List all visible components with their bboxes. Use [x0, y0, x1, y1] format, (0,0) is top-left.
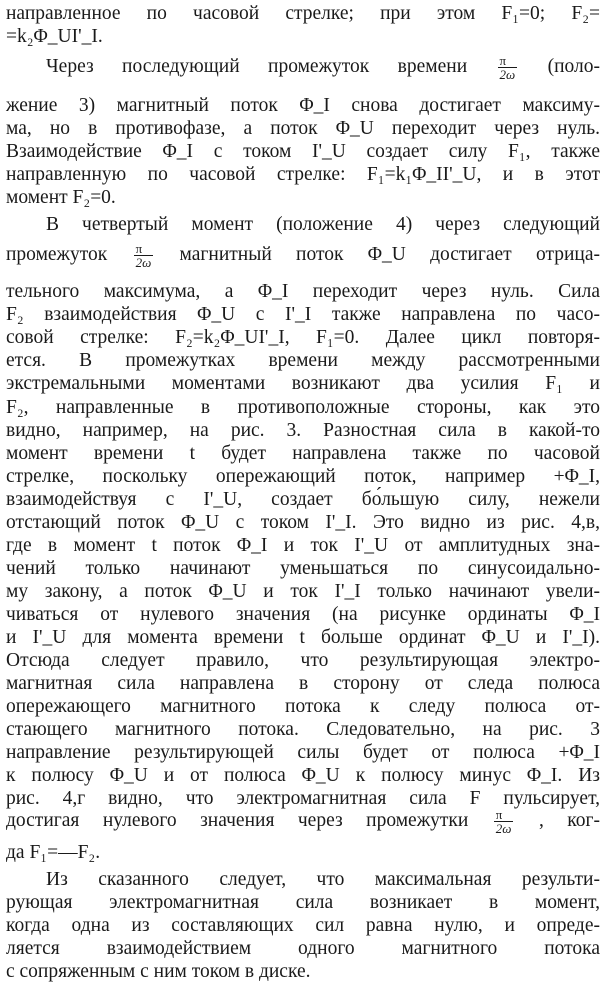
fraction-denominator: 2ω [495, 821, 512, 836]
text-segment: Через последующий промежуток времени [46, 55, 468, 77]
text-line: рующая электромагнитная сила возникает в момент, [6, 892, 600, 913]
text-line: Взаимодействие Φ_I с током I'_U создает силу F₁, также [6, 141, 600, 162]
text-line: стающего магнитного потока. Следовательно, на рис. 3 [6, 719, 600, 740]
text-line: к полюсу Φ_U и от полюса Φ_U к полюсу минус Φ_I. Из [6, 765, 600, 786]
fraction-denominator: 2ω [499, 67, 516, 82]
text-segment: , ког- [538, 809, 600, 831]
text-line [6, 242, 600, 269]
text-line: чиваться от нулевого значения (на рисунке ординаты Φ_I [6, 604, 600, 625]
fraction-pi-over-2omega [494, 808, 514, 835]
text-line: с сопряженным с ним током в диске. [6, 961, 311, 982]
text-line: магнитная сила направлена в сторону от следа полюса [6, 673, 600, 694]
text-line: совой стрелке: F₂=k₂Φ_UI'_I, F₁=0. Далее цикл повторя- [6, 327, 600, 348]
fraction-numerator: π [134, 242, 154, 256]
text-line: F₂ взаимодействия Φ_U с I'_I также направлена по часо- [6, 304, 600, 325]
fraction-pi-over-2omega [498, 54, 518, 81]
fraction-numerator: π [498, 54, 518, 68]
text-line: когда одна из составляющих сил равна нулю, и опреде- [6, 915, 600, 936]
text-line: да F₁=—F₂. [6, 842, 101, 863]
text-line: и I'_U для момента времени t больше ординат Φ_U и I'_I). [6, 627, 600, 648]
text-line: момент F₂=0. [6, 187, 116, 208]
fraction-numerator: π [494, 808, 514, 822]
text-line: =k₂Φ_UI'_I. [6, 26, 103, 47]
text-line: экстремальными моментами возникают два усилия F₁ и [6, 373, 600, 394]
text-segment: достигая нулевого значения через промежутки [6, 809, 469, 831]
text-line: направленную по часовой стрелке: F₁=k₁Φ_II'_U, и в этот [6, 164, 600, 185]
text-line: F₂, направленные в противоположные стороны, как это [6, 397, 600, 418]
text-line: отстающий поток Φ_U с током I'_I. Это видно из рис. 4,в, [6, 512, 600, 533]
text-line: ляется взаимодействием одного магнитного потока [6, 938, 600, 959]
text-line: взаимодействуя с I'_U, создает бо́льшую силу, нежели [6, 489, 600, 510]
text-line: видно, например, на рис. 3. Разностная сила в какой-то [6, 420, 600, 441]
fraction-denominator: 2ω [135, 255, 152, 270]
text-line: опережающего магнитного потока к следу полюса от- [6, 696, 600, 717]
text-line [46, 54, 600, 81]
text-line: Из сказанного следует, что максимальная результи- [46, 869, 600, 890]
text-line: стрелке, поскольку опережающий поток, например +Φ_I, [6, 466, 600, 487]
text-line [6, 808, 600, 835]
text-line: направленное по часовой стрелке; при этом F₁=0; F₂= [6, 3, 600, 24]
text-line: ма, но в противофазе, а поток Φ_U переходит через нуль. [6, 118, 600, 139]
text-line: ется. В промежутках времени между рассмотренными [6, 350, 600, 371]
text-line: направление результирующей силы будет от полюса +Φ_I [6, 742, 600, 763]
text-line: рис. 4,г видно, что электромагнитная сила F пульсирует, [6, 788, 600, 809]
text-segment: (поло- [547, 55, 601, 77]
text-line: чений только начинают уменьшаться по синусоидально- [6, 558, 600, 579]
text-segment: промежуток [6, 243, 108, 265]
text-line: момент времени t будет направлена также по часовой [6, 443, 600, 464]
text-line: где в момент t поток Φ_I и ток I'_U от амплитудных зна- [6, 535, 600, 556]
text-segment: магнитный поток Φ_U достигает отрица- [179, 243, 600, 265]
text-line: му закону, а поток Φ_U и ток I'_I только начинают увели- [6, 581, 600, 602]
text-line: тельного максимума, а Φ_I переходит через нуль. Сила [6, 281, 600, 302]
text-line: В четвертый момент (положение 4) через следующий [46, 214, 600, 235]
text-line: Отсюда следует правило, что результирующая электро- [6, 650, 600, 671]
fraction-pi-over-2omega [134, 242, 154, 269]
text-line: жение 3) магнитный поток Φ_I снова достигает максиму- [6, 95, 600, 116]
